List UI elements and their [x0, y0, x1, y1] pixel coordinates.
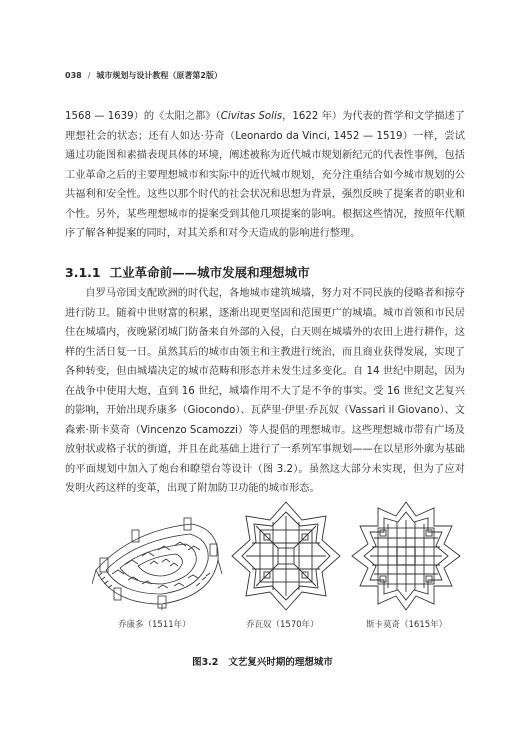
- paragraph1-part2: ，1622 年）为代表的哲学和文学描述了理想社会的状态；还有人如达·芬奇（Leonardo da Vinci, 1452 — 1519）一样，尝试通过功能图和素描表现具体的环境，阐述被称为近代城市规划新纪元的代表性事例，包括工业革命之后的主要理想城市和实际中的近代城市规划，充分注重结合如今城市规划的公共福利和安全性。这些以那个时代的社会状况和思想为背景，强烈反映了提案者的职业和个性。另外，某些理想城市的提案受到其他几项提案的影响。根据这些情况，按照年代顺序了解各种提案的同时，对其关系和对今天造成的影响进行整理。: [65, 111, 465, 239]
- paragraph-continued: [65, 107, 465, 244]
- giocondo-city-illustration: [92, 500, 224, 612]
- section-title-text: 工业革命前——城市发展和理想城市: [109, 265, 310, 280]
- paragraph1-part1: 1568 — 1639）的《太阳之都》（: [65, 111, 221, 122]
- header-separator: /: [87, 71, 91, 80]
- running-header: [65, 70, 465, 81]
- scamozzi-city-plan: [350, 500, 462, 612]
- figure-caption: [0, 654, 525, 668]
- page-number: 038: [65, 71, 82, 80]
- figure-label-scamozzi: 斯卡莫奇（1615年）: [366, 620, 448, 630]
- section-heading: [65, 263, 465, 281]
- figure-caption-text: 文艺复兴时期的理想城市: [228, 657, 333, 668]
- vassari-city-plan: [230, 500, 342, 612]
- book-title: 城市规划与设计教程（原著第2版）: [96, 71, 222, 80]
- section-number: 3.1.1: [65, 265, 101, 280]
- paragraph-body: 自罗马帝国支配欧洲的时代起，各地城市建筑城墙，努力对不同民族的侵略者和掠夺进行防卫。随着中世财富的积累，逐渐出现更坚固和范围更广的城墙。城市首领和市民居住在城墙内，夜晚紧闭城门防备来自外部的入侵，白天则在城墙外的农田上进行耕作，这样的生活日复一日。虽然其后的城市由领主和主教进行统治，而且商业获得发展，实现了各种转变，但由城墙决定的城市范畴和形态并未发生过多变化。自 14 世纪中期起，因为在战争中使用大炮，直到 16 世纪，城墙作用不大了是不争的事实。受 16 世纪文艺复兴的影响，开始出现乔康多（Giocondo）、瓦萨里·伊里·乔瓦奴（Vassari il Giovano）、文森索·斯卡莫奇（Vincenzo Scamozzi）等人提倡的理想城市。这些理想城市带有广场及放射状或格子状的街道，并且在此基础上进行了一系列军事规划——在以星形外廓为基础的平面规划中加入了炮台和瞭望台等设计（图 3.2）。虽然这大部分未实现，但为了应对发明火药这样的变革，出现了附加防卫功能的城市形态。: [65, 288, 465, 494]
- civitas-solis-title: Civitas Solis: [220, 111, 283, 122]
- figure-label-giocondo: 乔康多（1511年）: [118, 620, 191, 630]
- figure-label-vassari: 乔瓦奴（1570年）: [246, 620, 319, 630]
- figure-number: 图3.2: [192, 657, 219, 668]
